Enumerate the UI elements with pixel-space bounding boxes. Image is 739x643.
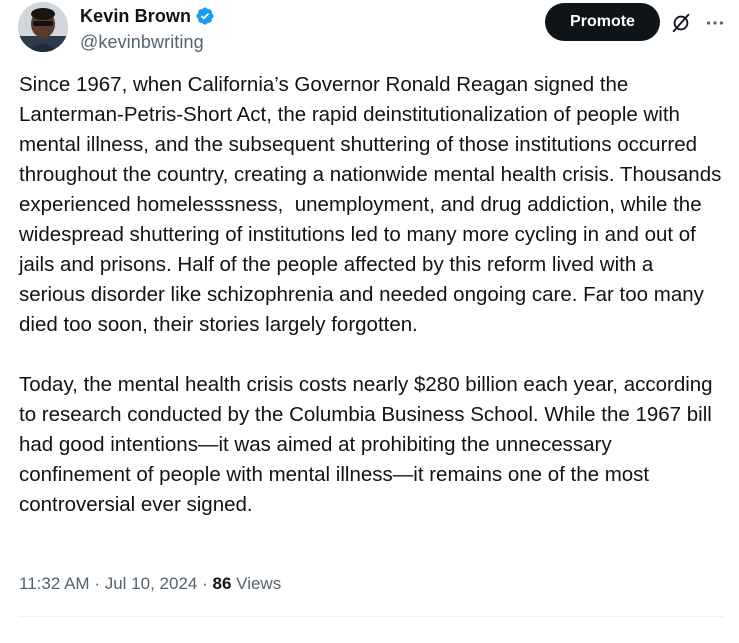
tweet-date[interactable]: Jul 10, 2024 <box>104 574 198 593</box>
tweet-meta <box>19 572 281 596</box>
tweet-time[interactable]: 11:32 AM <box>19 574 90 593</box>
avatar-image <box>18 2 68 52</box>
verified-badge-icon[interactable] <box>195 6 215 26</box>
display-name[interactable]: Kevin Brown <box>80 5 192 26</box>
views-label[interactable]: Views <box>236 574 282 593</box>
tweet-paragraph-2: Today, the mental health crisis costs nearly $280 billion each year, according to research conducted by the Columbia Business School. While the 1967 bill had good intentions—it was aimed at prohibiting the unnecessary confinement of people with mental illness—it remains one of the most controversial ever signed. <box>19 373 719 516</box>
name-row <box>80 4 215 28</box>
grok-icon[interactable] <box>670 12 692 34</box>
divider <box>19 616 724 617</box>
tweet-text <box>19 70 728 520</box>
meta-separator: · <box>94 574 100 593</box>
promote-button[interactable]: Promote <box>545 3 660 41</box>
views-count[interactable]: 86 <box>212 574 232 593</box>
author-block <box>80 4 215 53</box>
more-dots-icon[interactable] <box>704 12 726 34</box>
handle[interactable]: @kevinbwriting <box>80 32 204 52</box>
meta-separator: · <box>202 574 208 593</box>
tweet-paragraph-1: Since 1967, when California’s Governor Ronald Reagan signed the Lanterman-Petris-Short Act, the rapid deinstitutionalization of people with mental illness, and the subsequent shuttering of those institutions occurred throughout the country, creating a nationwide mental health crisis. Thousands experienced homelesssness, unemployment, and drug addiction, while the widespread shuttering of institutions led to many more cycling in and out of jails and prisons. Half of the people affected by this reform lived with a serious disorder like schizophrenia and needed ongoing care. Far too many died too soon, their stories largely forgotten. <box>19 73 728 336</box>
avatar[interactable] <box>18 2 68 52</box>
